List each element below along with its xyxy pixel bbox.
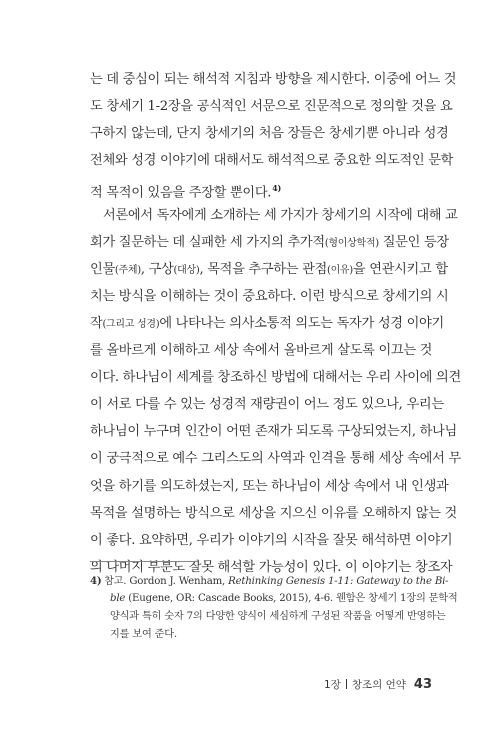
body-line-text: 적 목적이 있음을 주장할 뿐이다. (90, 185, 272, 201)
body-line: 를 올바르게 이해하고 세상 속에서 올바르게 살도록 이끄는 것 (90, 343, 433, 358)
inline-gloss: (주체) (114, 264, 141, 276)
body-line: 전체와 성경 이야기에 대해서도 해석적으로 중요한 의도적인 문학 (90, 153, 454, 169)
body-line-text: 회가 질문하는 데 실패한 세 가지의 추가적 (90, 234, 325, 250)
body-line: 이다. 하나님이 세계를 창조하신 방법에 대해서는 우리 사이에 의견 (90, 370, 461, 386)
inline-gloss: (그리고 성경) (102, 318, 160, 330)
body-line (90, 178, 450, 203)
body-line-text: 인물 (90, 261, 115, 277)
chapter-title: 창조의 언약 (351, 679, 406, 691)
page-number: 43 (413, 677, 432, 692)
footer-separator (346, 679, 347, 689)
chapter-label: 1장 (324, 679, 341, 691)
body-line-text: 질문인 등장 (378, 234, 449, 250)
footnote-line: 양식과 특히 숫자 7의 다양한 양식이 세심하게 구성된 작품을 어떻게 반영하는 (110, 611, 446, 622)
body-line-indented: 서론에서 독자에게 소개하는 세 가지가 창세기의 시작에 대해 교 (103, 207, 458, 223)
footnote-divider (90, 561, 198, 562)
footnote-text: (Eugene, OR: Cascade Books, 2015), 4-6. 웬함은 창세기 1장의 문학적 (125, 593, 458, 604)
footnote-line (90, 573, 448, 590)
body-line: 도 창세기 1-2장을 공식적인 서문으로 진문적으로 정의할 것을 요 (90, 99, 453, 115)
body-line-text: , 구상 (140, 261, 174, 277)
body-line: 치는 방식을 이해하는 것이 중요하다. 이런 방식으로 창세기의 시 (90, 288, 449, 304)
footnote-line: 지를 보여 준다. (110, 629, 177, 640)
body-line-text: 을 연관시키고 합 (352, 261, 448, 277)
body-line: 구하지 않는데, 단지 창세기의 처음 장들은 창세기뿐 아니라 성경 (90, 126, 449, 142)
body-line: 하나님이 누구며 인간이 어떤 존재가 되도록 구상되었는지, 하나님 (90, 424, 457, 440)
inline-gloss: (대상) (173, 264, 200, 276)
body-line: 는 데 중심이 되는 해석적 지침과 방향을 제시한다. 이중에 어느 것 (90, 72, 457, 87)
body-line (90, 314, 450, 335)
body-line: 엇을 하기를 의도하셨는지, 또는 하나님이 세상 속에서 내 인생과 (90, 478, 449, 494)
body-line (90, 260, 450, 281)
body-line: 이 좋다. 요약하면, 우리가 이야기의 시작을 잘못 해석하면 이야기 (90, 532, 453, 548)
body-line: 의 나머지 부분도 잘못 해석할 가능성이 있다. 이 이야기는 창조자 (90, 559, 453, 575)
footnote-text: 참고. Gordon J. Wenham, (104, 576, 229, 587)
running-footer (324, 677, 432, 692)
body-line-text: 작 (90, 315, 103, 331)
body-line: 이 서로 다를 수 있는 성경적 재량권이 어느 정도 있으나, 우리는 (90, 397, 444, 413)
footnote-reference: 4) (272, 183, 281, 194)
body-line: 이 궁극적으로 예수 그리스도의 사역과 인격을 통해 세상 속에서 무 (90, 451, 461, 467)
body-line-text: 에 나타나는 의사소통적 의도는 독자가 성경 이야기 (159, 315, 444, 331)
inline-gloss: (형이상학적) (324, 237, 379, 249)
footnote-book-title: ble (110, 593, 126, 604)
body-line (90, 233, 450, 254)
body-line-text: , 목적을 추구하는 관점 (199, 261, 327, 277)
inline-gloss: (이유) (326, 264, 353, 276)
footnote-book-title: Rethinking Genesis 1-11: Gateway to the Bi- (228, 576, 449, 587)
footnote-number: 4) (90, 575, 102, 587)
footnote-line (110, 591, 458, 607)
body-line: 목적을 설명하는 방식으로 세상을 지으신 이유를 오해하지 않는 것 (90, 505, 457, 521)
